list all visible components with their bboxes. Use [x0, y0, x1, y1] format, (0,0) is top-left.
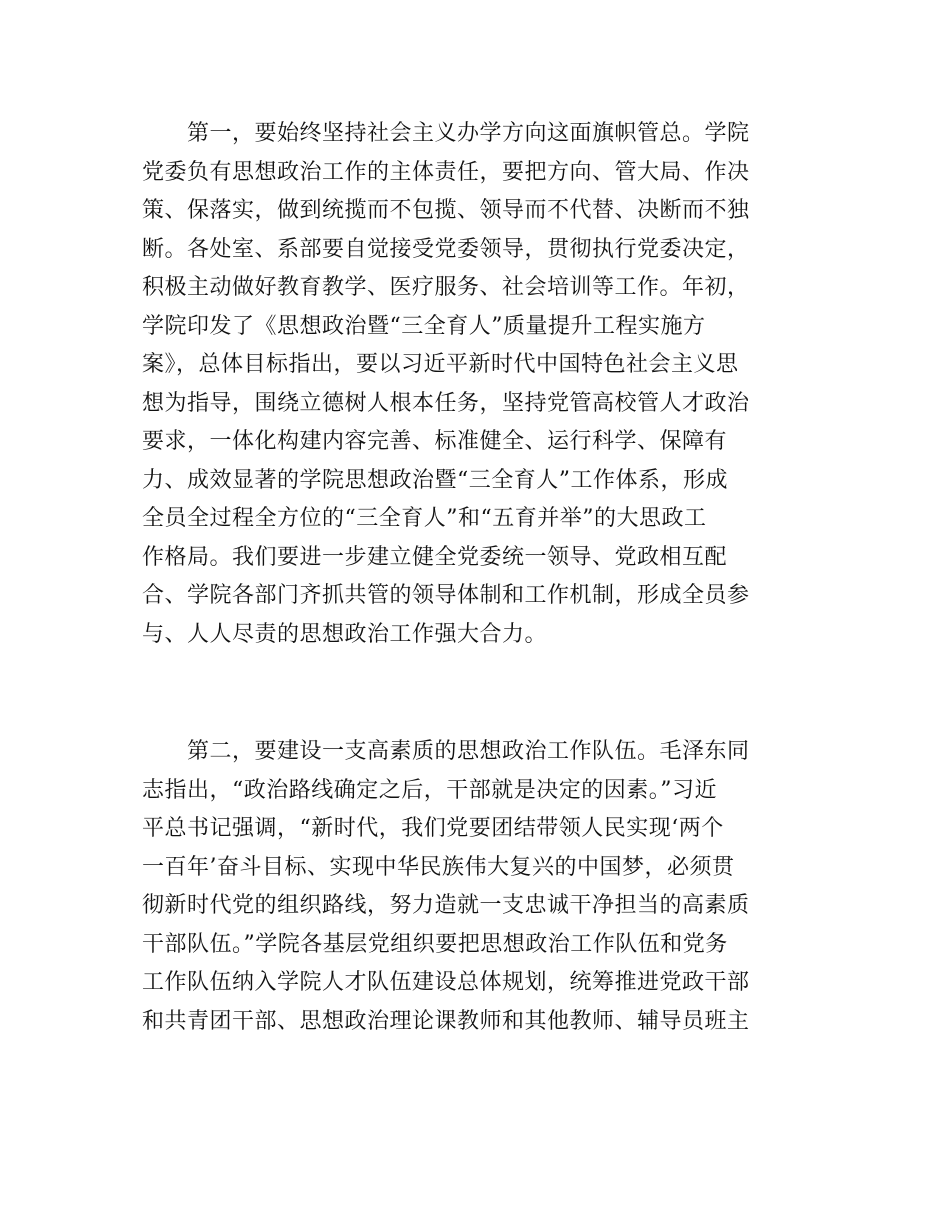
text-line: 彻新时代党的组织路线，努力造就一支忠诚干净担当的高素质	[142, 893, 750, 918]
text-line: 全员全过程全方位的“三全育人”和“五育并举”的大思政工	[142, 506, 707, 531]
text-line: 与、人人尽责的思想政治工作强大合力。	[142, 621, 548, 647]
text-line: 积极主动做好教育教学、医疗服务、社会培训等工作。年初，	[142, 275, 750, 300]
text-line: 一百年’奋斗目标、实现中华民族伟大复兴的中国梦，必须贯	[142, 854, 735, 880]
text-line: 第一，要始终坚持社会主义办学方向这面旗帜管总。学院	[142, 121, 750, 146]
text-line: 干部队伍。”学院各基层党组织要把思想政治工作队伍和党务	[142, 931, 728, 957]
paragraph-first	[142, 115, 812, 654]
text-line: 力、成效显著的学院思想政治暨“三全育人”工作体系，形成	[142, 467, 728, 493]
text-line: 合、学院各部门齐抓共管的领导体制和工作机制，形成全员参	[142, 583, 750, 608]
paragraph-second	[142, 733, 812, 1041]
text-line: 想为指导，围绕立德树人根本任务，坚持党管高校管人才政治	[142, 390, 750, 416]
text-line: 策、保落实，做到统揽而不包揽、领导而不代替、决断而不独	[142, 198, 750, 223]
text-line: 志指出，“政治路线确定之后，干部就是决定的因素。”习近	[142, 777, 717, 803]
text-line: 平总书记强调，“新时代，我们党要团结带领人民实现‘两个	[142, 816, 724, 841]
text-line: 党委负有思想政治工作的主体责任，要把方向、管大局、作决	[142, 159, 750, 185]
text-line: 案》，总体目标指出，要以习近平新时代中国特色社会主义思	[142, 352, 739, 377]
text-line: 工作队伍纳入学院人才队伍建设总体规划，统筹推进党政干部	[142, 970, 750, 995]
text-line: 第二，要建设一支高素质的思想政治工作队伍。毛泽东同	[142, 739, 750, 764]
text-line: 作格局。我们要进一步建立健全党委统一领导、党政相互配	[142, 544, 728, 570]
text-line: 要求，一体化构建内容完善、标准健全、运行科学、保障有	[142, 429, 728, 454]
text-line: 和共青团干部、思想政治理论课教师和其他教师、辅导员班主	[142, 1008, 750, 1034]
text-line: 学院印发了《思想政治暨“三全育人”质量提升工程实施方	[142, 313, 706, 339]
text-line: 断。各处室、系部要自觉接受党委领导，贯彻执行党委决定，	[142, 236, 750, 262]
